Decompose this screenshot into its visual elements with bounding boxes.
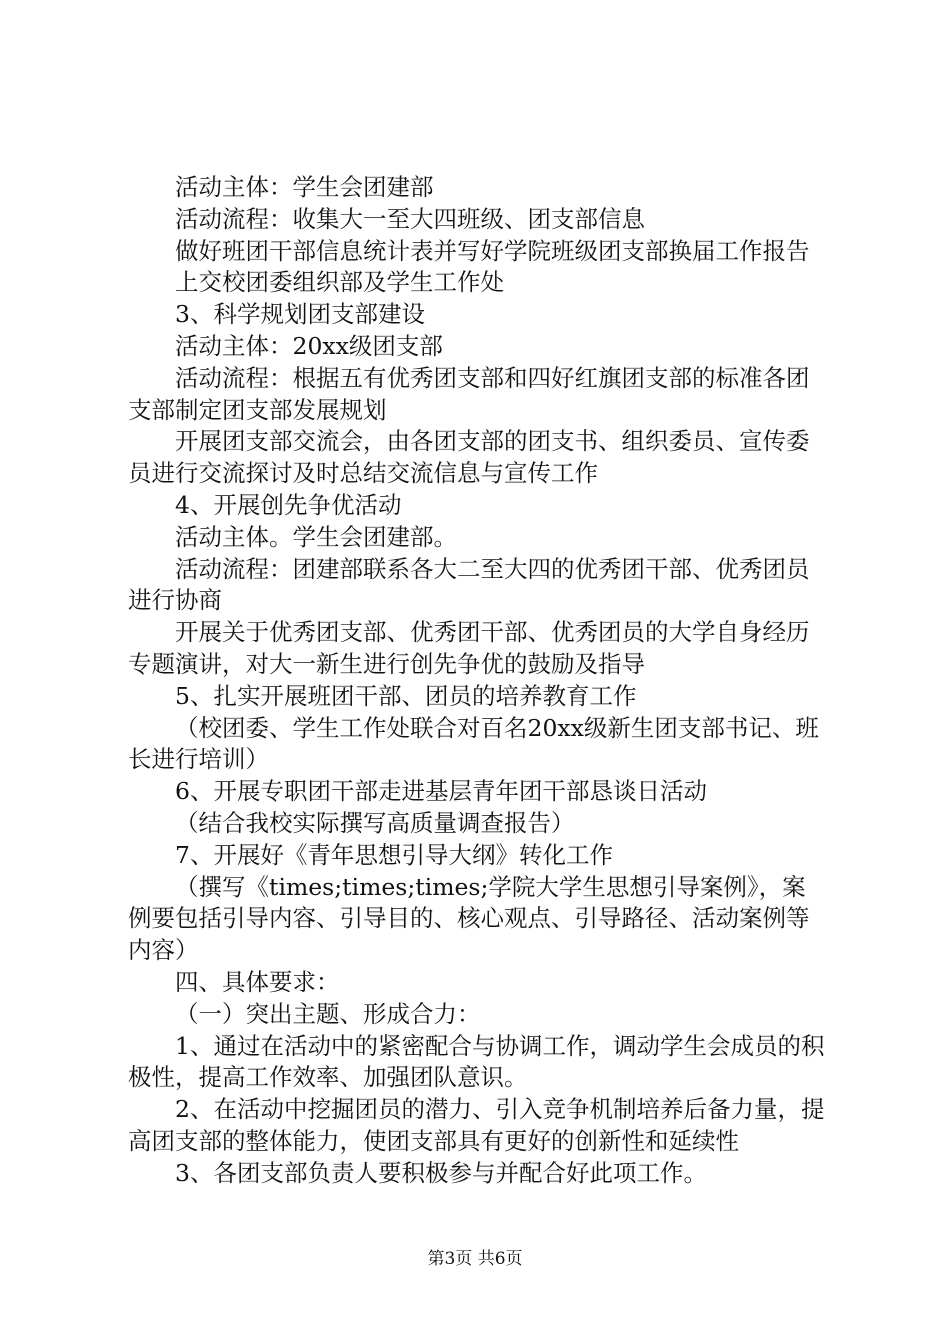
paragraph: 6、开展专职团干部走进基层青年团干部恳谈日活动 (175, 777, 707, 806)
paragraph: 上交校团委组织部及学生工作处 (175, 268, 504, 297)
paragraph: 活动主体。学生会团建部。 (175, 522, 457, 551)
paragraph: 3、科学规划团支部建设 (175, 300, 425, 329)
paragraph: 活动主体：20xx级团支部 (175, 331, 443, 360)
paragraph: 开展团支部交流会，由各团支部的团支书、组织委员、宣传委员进行交流探讨及时总结交流信息与宣传工作 (128, 427, 810, 488)
document-body (128, 172, 828, 1190)
paragraph: 活动主体：学生会团建部 (175, 173, 434, 201)
paragraph: 四、具体要求： (175, 967, 340, 996)
paragraph: 活动流程：根据五有优秀团支部和四好红旗团支部的标准各团支部制定团支部发展规划 (128, 363, 810, 424)
paragraph: 2、在活动中挖掘团员的潜力、引入竞争机制培养后备力量，提高团支部的整体能力，使团支部具有更好的创新性和延续性 (128, 1095, 825, 1155)
paragraph: 活动流程：团建部联系各大二至大四的优秀团干部、优秀团员进行协商 (128, 554, 810, 615)
paragraph: （一）突出主题、形成合力： (175, 999, 481, 1028)
paragraph: （校团委、学生工作处联合对百名20xx级新生团支部书记、班长进行培训） (128, 713, 819, 774)
paragraph: （撰写《times;times;times;学院大学生思想引导案例》，案例要包括引导内容、引导目的、核心观点、引导路径、活动案例等内容） (128, 872, 810, 965)
paragraph: 7、开展好《青年思想引导大纲》转化工作 (175, 840, 613, 869)
paragraph: 4、开展创先争优活动 (175, 490, 402, 519)
paragraph: （结合我校实际撰写高质量调查报告） (175, 808, 575, 837)
paragraph: 3、各团支部负责人要积极参与并配合好此项工作。 (175, 1158, 707, 1187)
paragraph: 活动流程：收集大一至大四班级、团支部信息 (175, 204, 645, 233)
paragraph: 5、扎实开展班团干部、团员的培养教育工作 (175, 681, 637, 710)
paragraph: 做好班团干部信息统计表并写好学院班级团支部换届工作报告 (175, 236, 810, 265)
paragraph: 1、通过在活动中的紧密配合与协调工作，调动学生会成员的积极性，提高工作效率、加强团队意识。 (128, 1031, 825, 1092)
page-footer: 第3页 共6页 (427, 1249, 523, 1269)
paragraph: 开展关于优秀团支部、优秀团干部、优秀团员的大学自身经历专题演讲，对大一新生进行创先争优的鼓励及指导 (128, 618, 810, 678)
